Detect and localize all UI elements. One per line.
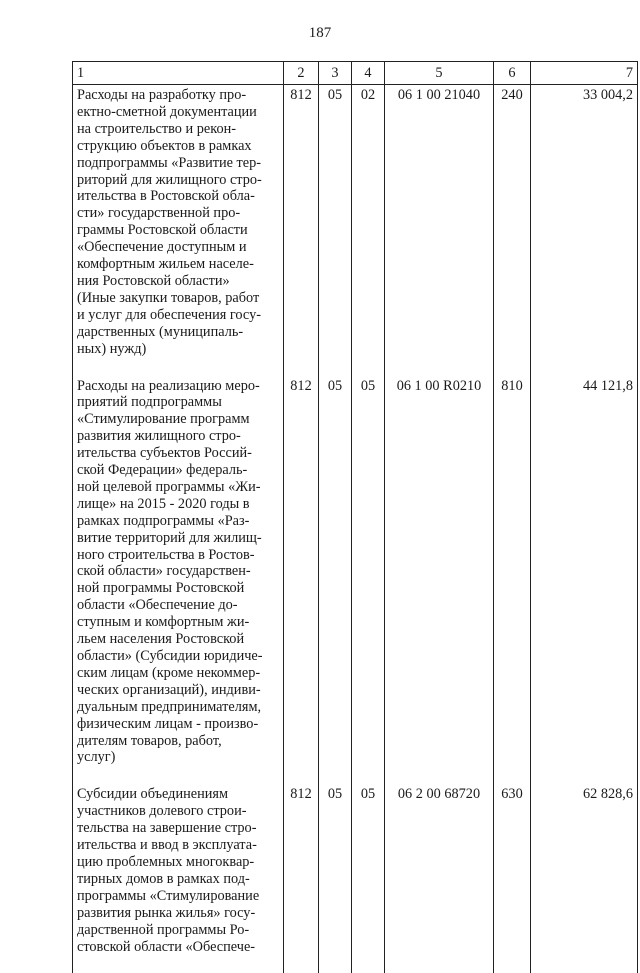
description-line: рамках подпрограммы «Раз- bbox=[77, 513, 281, 530]
section-code: 05 bbox=[319, 85, 352, 376]
description-line: физическим лицам - произво- bbox=[77, 716, 281, 733]
table-row bbox=[73, 85, 638, 376]
header-col-1: 1 bbox=[73, 62, 284, 85]
description-line: ительства в Ростовской обла- bbox=[77, 188, 281, 205]
section-code: 05 bbox=[319, 376, 352, 785]
header-col-6: 6 bbox=[494, 62, 531, 85]
description-line: Расходы на реализацию меро- bbox=[77, 378, 281, 395]
budget-table bbox=[72, 61, 638, 973]
target-article-code: 06 1 00 21040 bbox=[385, 85, 494, 376]
description-line: ектно-сметной документации bbox=[77, 104, 281, 121]
description-line: ных) нужд) bbox=[77, 341, 281, 358]
description-line: граммы Ростовской области bbox=[77, 222, 281, 239]
description-line: струкцию объектов в рамках bbox=[77, 138, 281, 155]
description-line: лище» на 2015 - 2020 годы в bbox=[77, 496, 281, 513]
expense-type-code: 240 bbox=[494, 85, 531, 376]
description-line: ительства субъектов Россий- bbox=[77, 445, 281, 462]
description-line: ного строительства в Ростов- bbox=[77, 547, 281, 564]
description-line: программы «Стимулирование bbox=[77, 888, 281, 905]
description-line: Расходы на разработку про- bbox=[77, 87, 281, 104]
table-body bbox=[73, 85, 638, 973]
description-line: дарственных (муниципаль- bbox=[77, 324, 281, 341]
description-line: стовской области «Обеспече- bbox=[77, 939, 281, 956]
description-line: области «Обеспечение до- bbox=[77, 597, 281, 614]
description-line: ческих организаций), индиви- bbox=[77, 682, 281, 699]
expense-description bbox=[73, 376, 284, 785]
expense-type-code: 630 bbox=[494, 784, 531, 973]
description-line: комфортным жильем населе- bbox=[77, 256, 281, 273]
amount: 44 121,8 bbox=[531, 376, 638, 785]
description-line: приятий подпрограммы bbox=[77, 394, 281, 411]
target-article-code: 06 2 00 68720 bbox=[385, 784, 494, 973]
description-line: ступным и комфортным жи- bbox=[77, 614, 281, 631]
description-line: дарственной программы Ро- bbox=[77, 922, 281, 939]
description-line: тельства на завершение стро- bbox=[77, 820, 281, 837]
description-line: тирных домов в рамках под- bbox=[77, 871, 281, 888]
description-line: цию проблемных многоквар- bbox=[77, 854, 281, 871]
description-line: ительства и ввод в эксплуата- bbox=[77, 837, 281, 854]
amount: 62 828,6 bbox=[531, 784, 638, 973]
description-line: дуальным предпринимателям, bbox=[77, 699, 281, 716]
description-line: развития рынка жилья» госу- bbox=[77, 905, 281, 922]
description-line: дителям товаров, работ, bbox=[77, 733, 281, 750]
amount: 33 004,2 bbox=[531, 85, 638, 376]
header-col-2: 2 bbox=[284, 62, 319, 85]
header-col-7: 7 bbox=[531, 62, 638, 85]
description-line: ской Федерации» федераль- bbox=[77, 462, 281, 479]
header-col-4: 4 bbox=[352, 62, 385, 85]
description-line: ной программы Ростовской bbox=[77, 580, 281, 597]
description-line: ния Ростовской области» bbox=[77, 273, 281, 290]
description-line: витие территорий для жилищ- bbox=[77, 530, 281, 547]
description-line: риторий для жилищного стро- bbox=[77, 172, 281, 189]
description-line: (Иные закупки товаров, работ bbox=[77, 290, 281, 307]
subsection-code: 05 bbox=[352, 784, 385, 973]
description-line: развития жилищного стро- bbox=[77, 428, 281, 445]
table-row bbox=[73, 376, 638, 785]
target-article-code: 06 1 00 R0210 bbox=[385, 376, 494, 785]
description-line: и услуг для обеспечения госу- bbox=[77, 307, 281, 324]
table-row bbox=[73, 784, 638, 973]
table-header-row bbox=[73, 62, 638, 85]
ministry-code: 812 bbox=[284, 784, 319, 973]
description-line: ской области» государствен- bbox=[77, 563, 281, 580]
section-code: 05 bbox=[319, 784, 352, 973]
subsection-code: 05 bbox=[352, 376, 385, 785]
ministry-code: 812 bbox=[284, 85, 319, 376]
ministry-code: 812 bbox=[284, 376, 319, 785]
expense-description bbox=[73, 784, 284, 973]
header-col-3: 3 bbox=[319, 62, 352, 85]
description-line: Субсидии объединениям bbox=[77, 786, 281, 803]
description-line: области» (Субсидии юридиче- bbox=[77, 648, 281, 665]
description-line: ной целевой программы «Жи- bbox=[77, 479, 281, 496]
description-line: ским лицам (кроме некоммер- bbox=[77, 665, 281, 682]
header-col-5: 5 bbox=[385, 62, 494, 85]
description-line: на строительство и рекон- bbox=[77, 121, 281, 138]
subsection-code: 02 bbox=[352, 85, 385, 376]
description-line: «Обеспечение доступным и bbox=[77, 239, 281, 256]
description-line: льем населения Ростовской bbox=[77, 631, 281, 648]
description-line: «Стимулирование программ bbox=[77, 411, 281, 428]
expense-description bbox=[73, 85, 284, 376]
description-line: участников долевого строи- bbox=[77, 803, 281, 820]
description-line: услуг) bbox=[77, 749, 281, 766]
description-line: подпрограммы «Развитие тер- bbox=[77, 155, 281, 172]
page-number: 187 bbox=[0, 25, 640, 42]
description-line: сти» государственной про- bbox=[77, 205, 281, 222]
expense-type-code: 810 bbox=[494, 376, 531, 785]
